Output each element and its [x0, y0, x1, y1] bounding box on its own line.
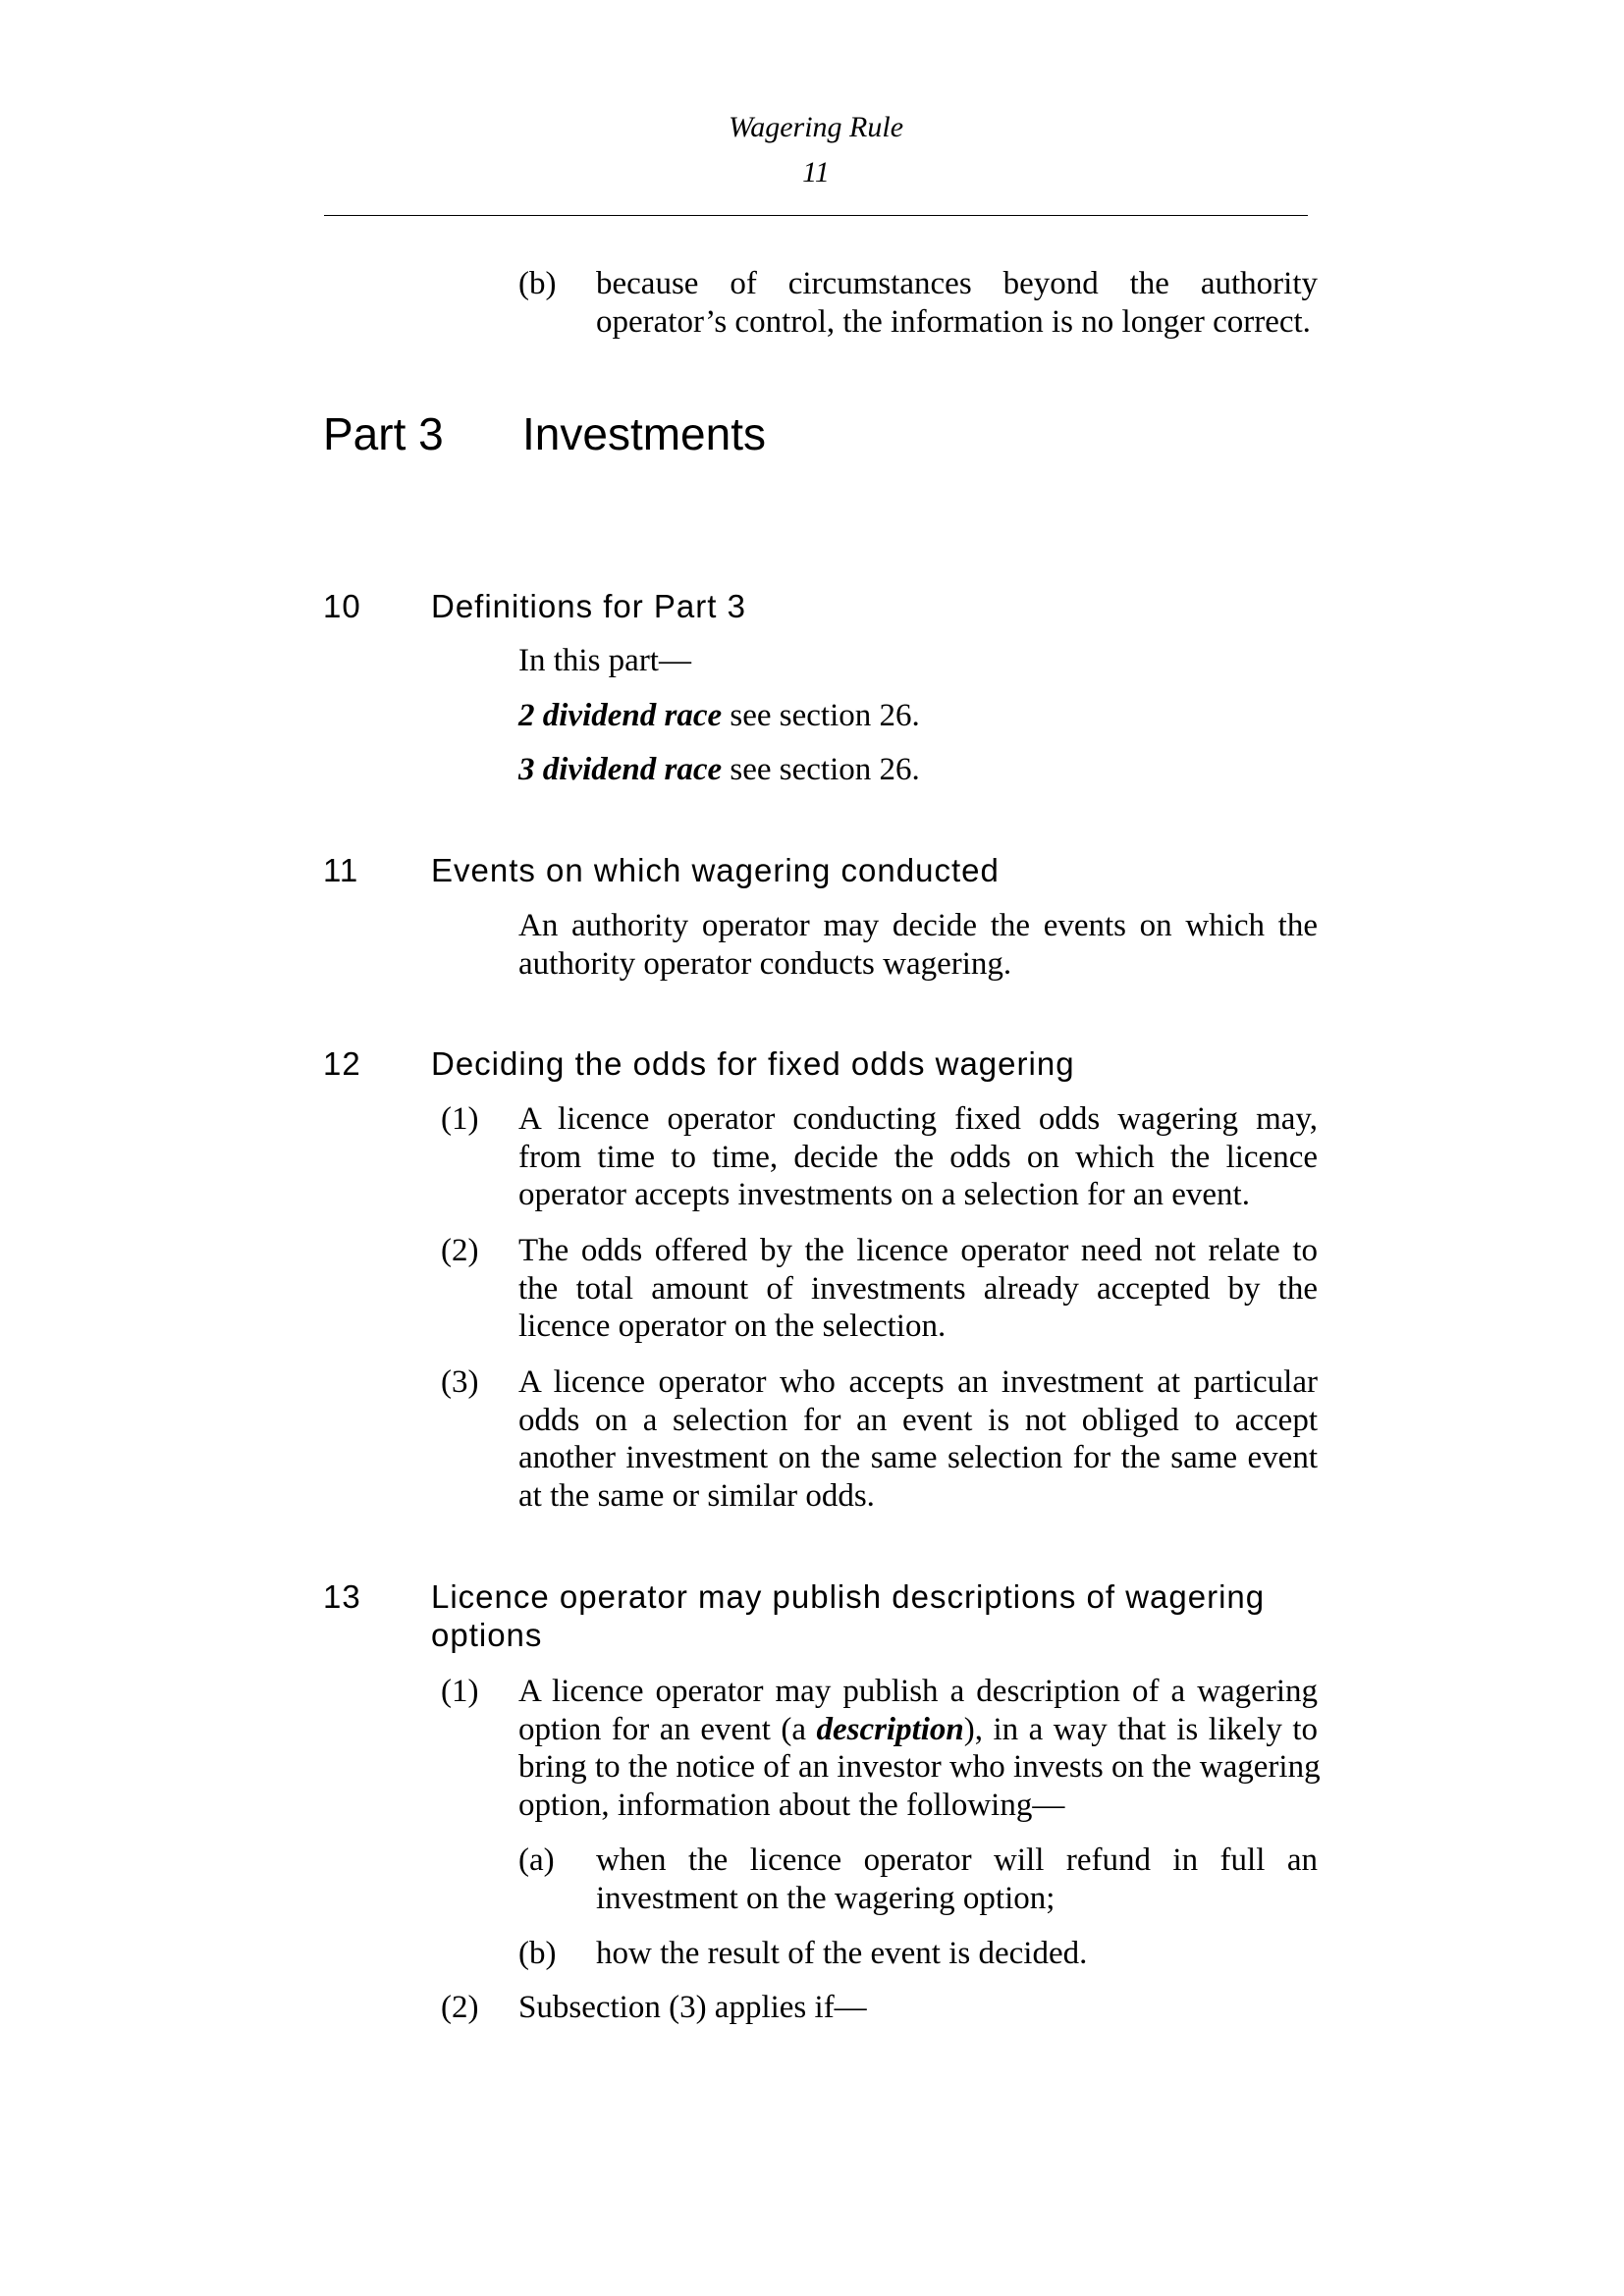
text-line: licence operator on the selection. — [518, 1308, 947, 1344]
section-title-continued: options — [431, 1617, 543, 1653]
subsection-body — [518, 1363, 1318, 1515]
section-body — [518, 907, 1318, 983]
page-number: 11 — [802, 156, 830, 188]
text-line: at the same or similar odds. — [518, 1477, 875, 1514]
text-fragment: ), in a way that is likely to — [963, 1711, 1318, 1747]
section-number: 13 — [323, 1578, 361, 1615]
section-number: 12 — [323, 1045, 361, 1082]
part-title: Investments — [522, 408, 766, 459]
continued-paragraph-b — [596, 265, 1318, 341]
subsection-label: (2) — [441, 1233, 479, 1268]
defined-term: description — [816, 1711, 964, 1747]
subsection-label: (1) — [441, 1101, 479, 1137]
text-line: authority operator conducts wagering. — [518, 945, 1012, 982]
subsection-body — [518, 1232, 1318, 1346]
subsection-label: (1) — [441, 1674, 479, 1709]
section-title: Licence operator may publish descriptions of wagering — [431, 1578, 1266, 1615]
subsection-label: (2) — [441, 1990, 479, 2025]
text-line: investment on the wagering option; — [596, 1880, 1056, 1916]
section-number: 10 — [323, 588, 361, 624]
subsection-label: (3) — [441, 1364, 479, 1400]
para-label: (a) — [518, 1842, 555, 1878]
definition-entry — [518, 751, 920, 789]
text-line: A licence operator who accepts an investment at particular — [518, 1364, 1318, 1400]
header-rule — [324, 215, 1308, 216]
para-label: (b) — [518, 1936, 557, 1971]
text-line: another investment on the same selection for the same event — [518, 1440, 1318, 1475]
subsection-body — [518, 1673, 1321, 1824]
part-number: Part 3 — [323, 408, 444, 459]
para-label-b: (b) — [518, 266, 557, 301]
section-title: Deciding the odds for fixed odds wagering — [431, 1045, 1075, 1082]
text-line: the total amount of investments already accepted by the — [518, 1270, 1318, 1307]
text-line: An authority operator may decide the events on which the — [518, 908, 1318, 943]
subsection-body: Subsection (3) applies if— — [518, 1990, 867, 2025]
defined-term: 2 dividend race — [518, 698, 723, 733]
text-line: operator accepts investments on a selection for an event. — [518, 1177, 1250, 1212]
running-header-title: Wagering Rule — [728, 111, 904, 143]
text-line: when the licence operator will refund in full an — [596, 1842, 1318, 1878]
text-line: how the result of the event is decided. — [596, 1936, 1088, 1971]
text-line: The odds offered by the licence operator need not relate to — [518, 1233, 1318, 1268]
text-line: operator’s control, the information is no longer correct. — [596, 303, 1311, 340]
text-line: option, information about the following— — [518, 1787, 1065, 1823]
section-title: Events on which wagering conducted — [431, 852, 1000, 888]
subsection-body — [518, 1100, 1318, 1214]
text-line: A licence operator may publish a description of a wagering — [518, 1674, 1318, 1709]
text-line: because of circumstances beyond the authority — [596, 266, 1318, 301]
definition-text: see section 26. — [722, 752, 920, 787]
paragraph-body — [596, 1842, 1318, 1917]
definition-text: see section 26. — [722, 698, 920, 733]
text-line: odds on a selection for an event is not obliged to accept — [518, 1402, 1318, 1438]
text-line — [518, 1711, 1318, 1749]
section-title: Definitions for Part 3 — [431, 588, 746, 624]
text-line: bring to the notice of an investor who invests on the wagering — [518, 1749, 1321, 1785]
definition-entry — [518, 697, 920, 735]
section-number: 11 — [323, 852, 359, 888]
paragraph-body — [596, 1935, 1318, 1973]
text-line: A licence operator conducting fixed odds wagering may, — [518, 1101, 1318, 1137]
text-fragment: option for an event (a — [518, 1711, 817, 1747]
section-intro: In this part— — [518, 643, 691, 678]
defined-term: 3 dividend race — [518, 752, 723, 787]
text-line: from time to time, decide the odds on which the licence — [518, 1139, 1318, 1175]
